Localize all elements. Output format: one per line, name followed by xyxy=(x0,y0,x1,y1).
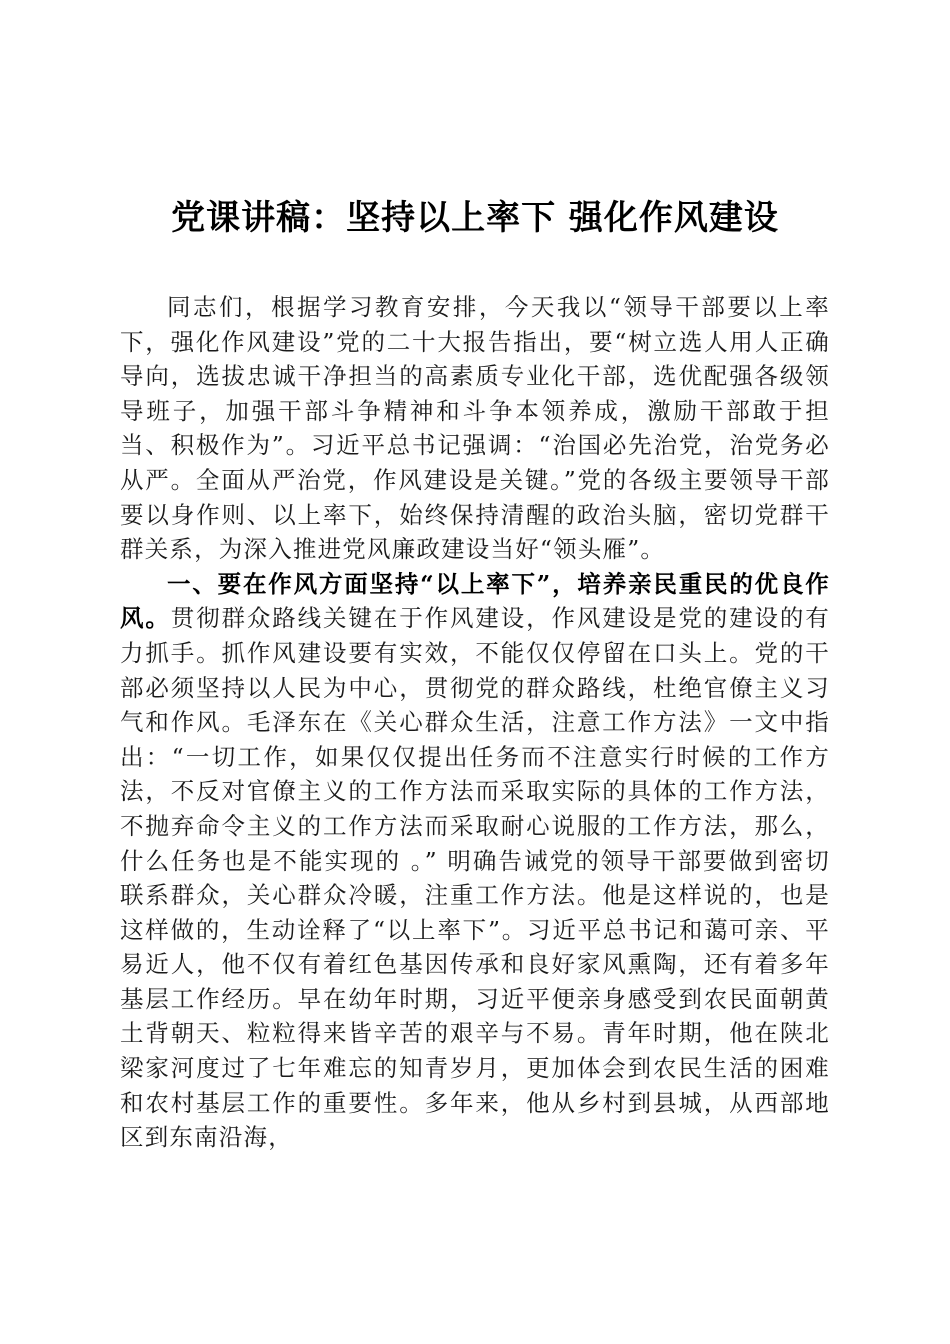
document-body xyxy=(120,290,830,1155)
section-one-heading: 一、要在作风方面坚持“以上率下”，培养亲民重民的优良作风。 xyxy=(120,569,830,633)
section-one-text: 贯彻群众路线关键在于作风建设，作风建设是党的建设的有力抓手。抓作风建设要有实效，不能仅仅停留在口头上。党的干部必须坚持以人民为中心，贯彻党的群众路线，杜绝官僚主义习气和作风。毛泽东在《关心群众生活，注意工作方法》一文中指出：“一切工作，如果仅仅提出任务而不注意实行时候的工作方法，不反对官僚主义的工作方法而采取实际的具体的工作方法，不抛弃命令主义的工作方法而采取耐心说服的工作方法，那么，什么任务也是不能实现的 。” 明确告诫党的领导干部要做到密切联系群众，关心群众冷暖，注重工作方法。他是这样说的，也是这样做的，生动诠释了“以上率下”。习近平总书记和蔼可亲、平易近人，他不仅有着红色基因传承和良好家风熏陶，还有着多年基层工作经历。早在幼年时期，习近平便亲身感受到农民面朝黄土背朝天、粒粒得来皆辛苦的艰辛与不易。青年时期，他在陕北梁家河度过了七年难忘的知青岁月，更加体会到农民生活的困难和农村基层工作的重要性。多年来，他从乡村到县城，从西部地区到东南沿海， xyxy=(120,604,830,1152)
intro-paragraph-text: 同志们，根据学习教育安排，今天我以“领导干部要以上率下，强化作风建设”党的二十大报告指出，要“树立选人用人正确导向，选拔忠诚干净担当的高素质专业化干部，选优配强各级领导班子，加强干部斗争精神和斗争本领养成，激励干部敢于担当、积极作为”。习近平总书记强调：“治国必先治党，治党务必从严。全面从严治党，作风建设是关键。”党的各级主要领导干部要以身作则、以上率下，始终保持清醒的政治头脑，密切党群干群关系，为深入推进党风廉政建设当好“领头雁”。 xyxy=(120,293,830,564)
document-title: 党课讲稿：坚持以上率下 强化作风建设 xyxy=(171,198,779,238)
intro-paragraph xyxy=(120,290,830,567)
section-one-paragraph xyxy=(120,567,830,1155)
